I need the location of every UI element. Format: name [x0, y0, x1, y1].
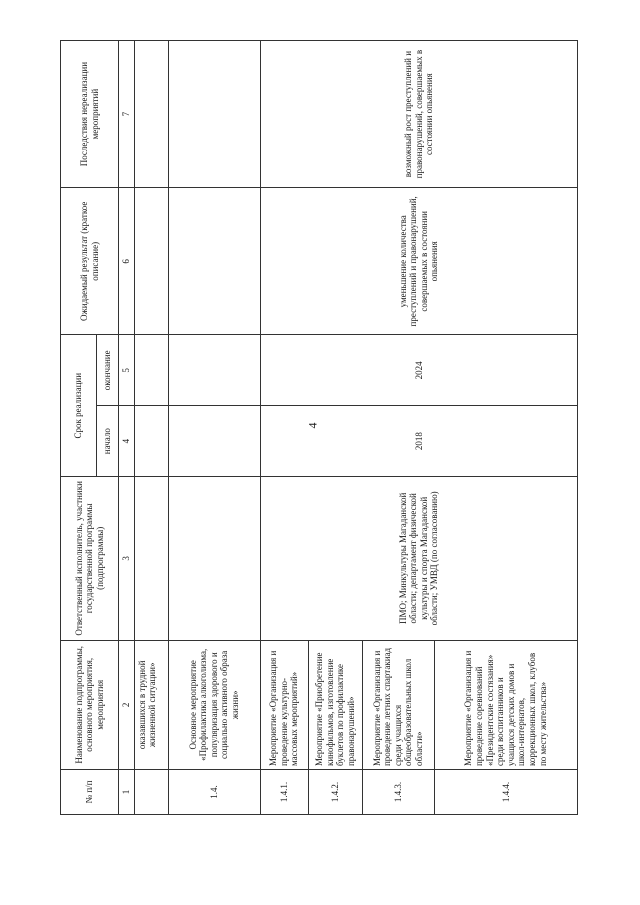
- header-start: начало: [97, 406, 119, 477]
- rotated-table-container: [60, 40, 578, 815]
- header-name: Наименование подпрограммы, основного мероприятия, мероприятия: [61, 640, 119, 769]
- row-name: Мероприятие «Организация и проведение культурно-массовых мероприятий»: [260, 640, 308, 769]
- row-num: 1.4.3.: [362, 770, 434, 815]
- empty-cell: [134, 335, 168, 406]
- row-name: оказавшихся в трудной жизненной ситуации»: [134, 640, 168, 769]
- row-name: Мероприятие «Организация и проведение летних спартакиад среди учащихся общеобразовательных школ области»: [362, 640, 434, 769]
- header-term: Срок реализации: [61, 335, 97, 477]
- empty-cell: [168, 335, 260, 406]
- header-end: окончание: [97, 335, 119, 406]
- header-executor: Ответственный исполнитель, участники государственной программы (подпрограммы): [61, 477, 119, 641]
- row-num: 1.4.: [168, 770, 260, 815]
- col-number: 2: [119, 640, 135, 769]
- col-number: 7: [119, 41, 135, 188]
- col-number: 6: [119, 188, 135, 335]
- empty-cell: [134, 406, 168, 477]
- header-consequences: Последствия нереализации мероприятий: [61, 41, 119, 188]
- row-num: 1.4.4.: [434, 770, 577, 815]
- empty-cell: [168, 406, 260, 477]
- row-num: [134, 770, 168, 815]
- row-name: Мероприятие «Организация и проведение соревнований «Президентские состязания» среди воспитанников и учащихся детских домов и школ-интернатов, коррекционных школ, клубов по месту жительства»: [434, 640, 577, 769]
- row-name: Мероприятие «Приобретение кинофильмов, изготовление буклетов по профилактике правонарушений»: [308, 640, 362, 769]
- executor-cell: ПМО; Минкультуры Магаданской области; департамент физической культуры и спорта Магаданской области; УМВД (по согласованию): [260, 477, 577, 641]
- start-year-cell: 2018: [260, 406, 577, 477]
- end-year-cell: 2024: [260, 335, 577, 406]
- empty-cell: [134, 477, 168, 641]
- program-table: [60, 40, 578, 815]
- row-num: 1.4.1.: [260, 770, 308, 815]
- row-name: Основное мероприятие «Профилактика алкоголизма, популяризация здорового и социально активного образа жизни»: [168, 640, 260, 769]
- empty-cell: [168, 41, 260, 188]
- empty-cell: [168, 188, 260, 335]
- empty-cell: [134, 188, 168, 335]
- col-number: 5: [119, 335, 135, 406]
- page-number: 4: [305, 422, 320, 429]
- empty-cell: [168, 477, 260, 641]
- col-number: 3: [119, 477, 135, 641]
- header-expected: Ожидаемый результат (краткое описание): [61, 188, 119, 335]
- expected-result-cell: уменьшение количества преступлений и правонарушений, совершаемых в состоянии опьянения: [260, 188, 577, 335]
- consequences-cell: возможный рост преступлений и правонарушений, совершаемых в состоянии опьянения: [260, 41, 577, 188]
- empty-cell: [134, 41, 168, 188]
- header-num: № п/п: [61, 770, 119, 815]
- row-num: 1.4.2.: [308, 770, 362, 815]
- col-number: 4: [119, 406, 135, 477]
- col-number: 1: [119, 770, 135, 815]
